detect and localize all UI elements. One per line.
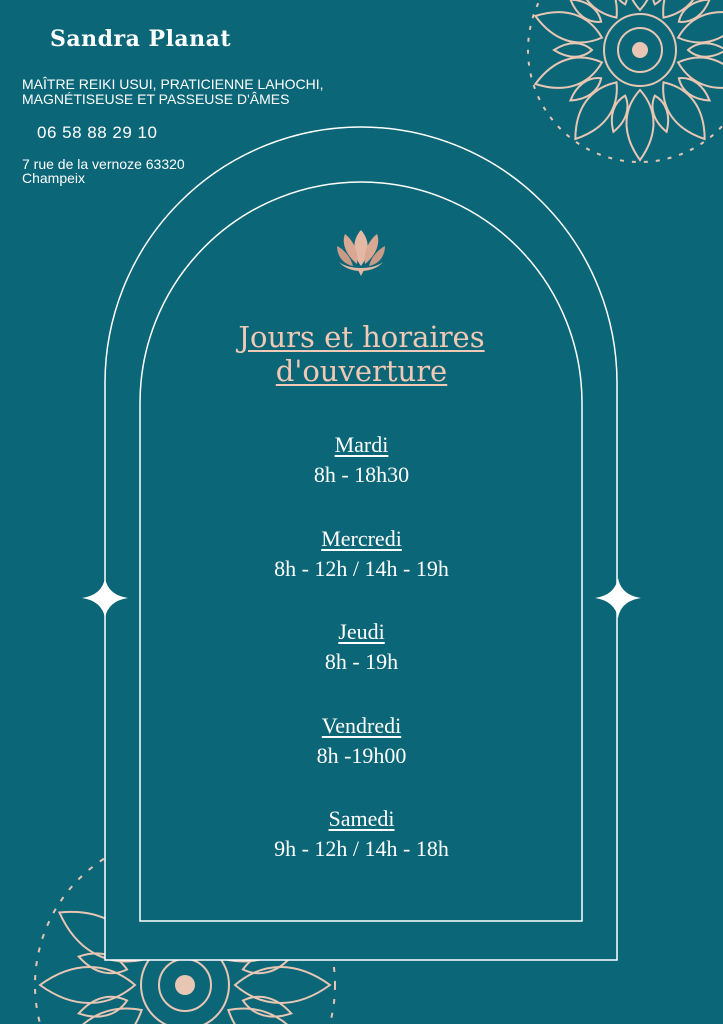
hours-value: 8h - 18h30 — [313, 462, 410, 487]
hours-value: 8h - 19h — [324, 649, 399, 674]
schedule-item-mercredi — [160, 524, 563, 618]
page-title: Jours et horaires d'ouverture — [238, 320, 485, 388]
opening-schedule — [160, 430, 563, 898]
schedule-item-mardi — [160, 430, 563, 524]
practitioner-titles: MAÎTRE REIKI USUI, PRATICIENNE LAHOCHI, MAGNÉTISEUSE ET PASSEUSE D'ÂMES — [22, 76, 324, 107]
business-name: Sandra Planat — [50, 26, 232, 52]
hours-value: 9h - 12h / 14h - 18h — [274, 836, 449, 861]
day-label: Mercredi — [321, 525, 402, 551]
day-label: Vendredi — [321, 712, 402, 738]
hours-value: 8h -19h00 — [316, 742, 407, 768]
schedule-item-jeudi — [160, 617, 563, 711]
schedule-item-vendredi — [160, 711, 563, 805]
phone-number: 06 58 88 29 10 — [37, 123, 158, 142]
day-label: Jeudi — [338, 619, 385, 644]
mandala-decoration-top-right — [528, 0, 723, 162]
hours-value: 8h - 12h / 14h - 19h — [274, 555, 449, 581]
address: 7 rue de la vernoze 63320 Champeix — [22, 156, 185, 186]
day-label: Samedi — [328, 806, 395, 831]
schedule-item-samedi — [160, 804, 563, 898]
day-label: Mardi — [334, 432, 389, 457]
